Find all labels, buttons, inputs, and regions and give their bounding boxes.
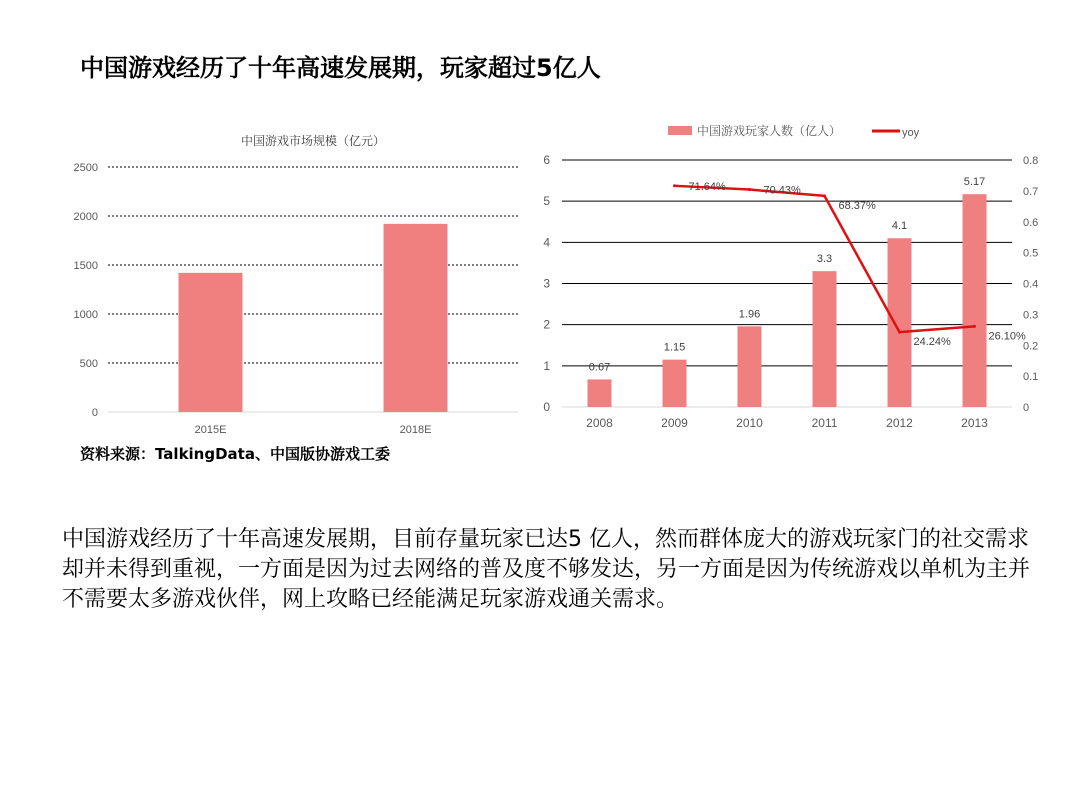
y-tick-label: 3 [543,276,550,291]
y2-tick-label: 0.8 [1023,155,1039,167]
yoy-data-label: 70.43% [763,184,801,197]
body-paragraph: 中国游戏经历了十年高速发展期，目前存量玩家已达5 亿人，然而群体庞大的游戏玩家门的社交需求却并未得到重视，一方面是因为过去网络的普及度不够发达，另一方面是因为传统游戏以单机为主并不需要太多游戏伙伴，网上攻略已经能满足玩家游戏通关需求。 [62,527,1031,612]
y-tick-label: 1500 [73,260,98,272]
yoy-data-label: 24.24% [913,336,951,349]
y2-tick-label: 0.5 [1023,247,1039,260]
bar-data-label: 1.96 [738,308,761,321]
x-tick-label: 2013 [961,416,988,430]
yoy-point [898,331,901,334]
x-tick-label: 2010 [736,416,763,430]
y2-tick-label: 0.1 [1023,371,1039,384]
market-size-chart [70,125,530,445]
yoy-point [823,194,826,197]
y-tick-label: 6 [543,153,550,167]
yoy-data-label: 26.10% [988,330,1026,343]
x-tick-label: 2015E [194,424,227,436]
x-tick-label: 2012 [886,416,913,430]
y2-tick-label: 0.3 [1023,309,1039,322]
player-count-chart [525,115,1045,440]
bar-data-label: 0.67 [588,361,611,374]
legend-bar-label: 中国游戏玩家人数（亿人） [697,124,842,138]
y-tick-label: 1 [543,358,550,373]
bar [888,238,912,407]
bar-data-label: 3.3 [816,253,833,266]
y-tick-label: 0 [91,407,98,419]
y-tick-label: 4 [543,235,550,250]
yoy-point [748,188,751,191]
bar [963,194,987,407]
legend-line-label: yoy [902,127,920,139]
yoy-point [973,325,976,328]
chart-title: 中国游戏市场规模（亿元） [240,134,386,148]
page-title: 中国游戏经历了十年高速发展期，玩家超过5亿人 [80,54,601,82]
y-tick-label: 0 [543,400,550,414]
y-tick-label: 2 [543,317,550,332]
y2-tick-label: 0.7 [1023,185,1039,198]
bar-data-label: 1.15 [663,341,686,354]
x-tick-label: 2008 [586,416,613,430]
y2-tick-label: 0.2 [1023,340,1039,353]
x-tick-label: 2009 [661,416,688,430]
source-note: 资料来源：TalkingData、中国版协游戏工委 [80,445,390,463]
y-tick-label: 1000 [73,309,98,321]
y-tick-label: 2500 [73,162,98,174]
x-tick-label: 2018E [399,424,432,436]
bar [384,224,448,412]
bar [738,326,762,407]
bar [663,360,687,407]
bar [179,273,243,412]
x-tick-label: 2011 [811,416,838,430]
bar-data-label: 5.17 [963,176,986,189]
y-tick-label: 500 [79,358,98,370]
legend-bar-swatch [668,126,692,135]
y2-tick-label: 0 [1023,402,1030,414]
yoy-data-label: 68.37% [838,199,876,212]
bar [813,271,837,407]
bar [588,379,612,407]
y-tick-label: 2000 [73,211,98,223]
bar-data-label: 4.1 [891,220,908,233]
yoy-data-label: 71.64% [688,180,726,193]
y2-tick-label: 0.4 [1023,278,1039,291]
yoy-point [673,184,676,187]
y-tick-label: 5 [543,194,550,209]
y2-tick-label: 0.6 [1023,216,1039,229]
